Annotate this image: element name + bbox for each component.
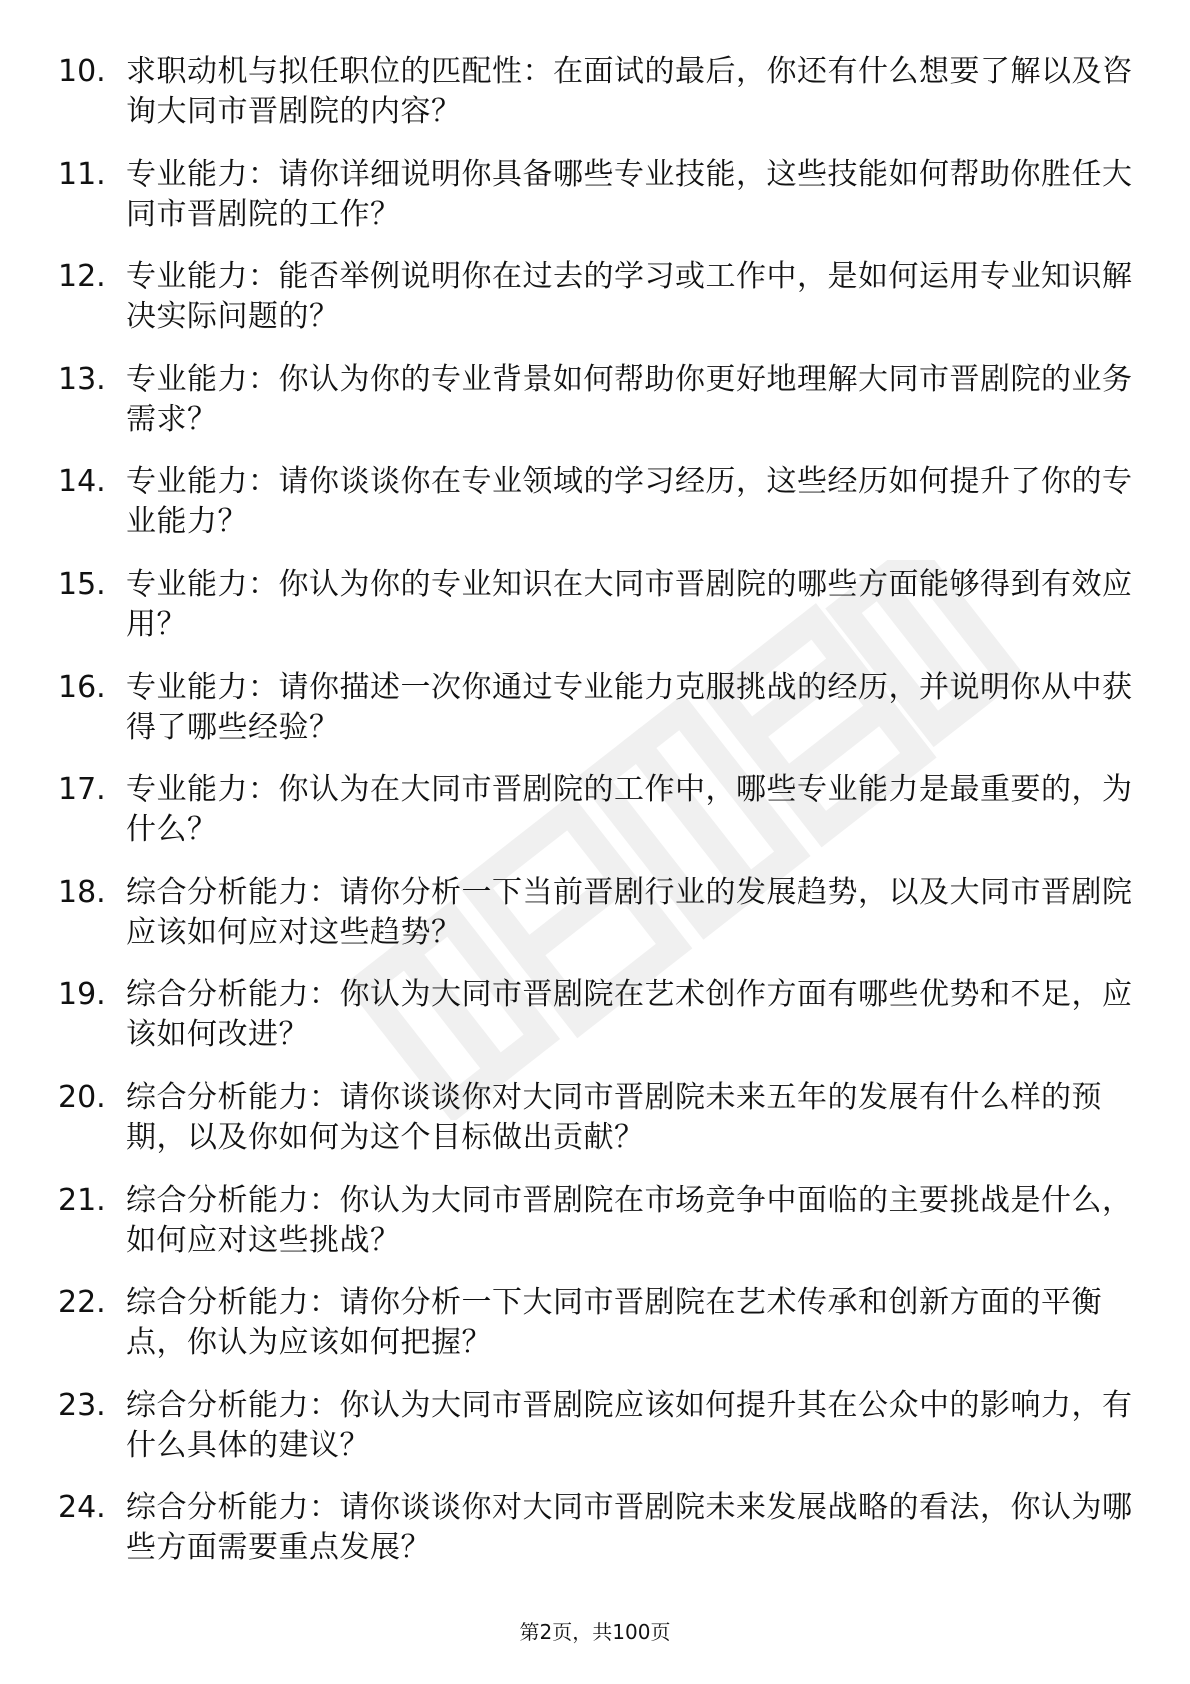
question-text: 综合分析能力：你认为大同市晋剧院在市场竞争中面临的主要挑战是什么，如何应对这些挑战？ — [126, 1182, 1133, 1258]
question-number: 12. — [58, 259, 106, 295]
question-text: 专业能力：请你详细说明你具备哪些专业技能，这些技能如何帮助你胜任大同市晋剧院的工作？ — [126, 156, 1133, 232]
question-item — [0, 565, 1190, 668]
question-text: 专业能力：能否举例说明你在过去的学习或工作中，是如何运用专业知识解决实际问题的？ — [126, 259, 1133, 335]
page-footer: 第2页，共100页 — [519, 1620, 671, 1644]
question-text: 专业能力：你认为你的专业背景如何帮助你更好地理解大同市晋剧院的业务需求？ — [126, 361, 1133, 437]
question-text: 专业能力：你认为你的专业知识在大同市晋剧院的哪些方面能够得到有效应用？ — [126, 566, 1133, 642]
question-number: 23. — [58, 1387, 106, 1423]
question-text: 综合分析能力：请你分析一下大同市晋剧院在艺术传承和创新方面的平衡点，你认为应该如何把握？ — [126, 1285, 1102, 1361]
question-number: 16. — [58, 669, 106, 705]
question-number: 17. — [58, 772, 106, 808]
question-item — [0, 1181, 1190, 1284]
question-item — [0, 52, 1190, 155]
question-list — [0, 52, 1190, 1591]
question-item — [0, 1283, 1190, 1386]
question-number: 19. — [58, 977, 106, 1013]
question-item — [0, 975, 1190, 1078]
question-item — [0, 1386, 1190, 1489]
question-item — [0, 257, 1190, 360]
question-text: 专业能力：请你描述一次你通过专业能力克服挑战的经历，并说明你从中获得了哪些经验？ — [126, 669, 1133, 745]
question-number: 22. — [58, 1285, 106, 1321]
question-number: 21. — [58, 1182, 106, 1218]
question-text: 综合分析能力：你认为大同市晋剧院在艺术创作方面有哪些优势和不足，应该如何改进？ — [126, 977, 1133, 1053]
question-number: 11. — [58, 156, 106, 192]
question-item — [0, 360, 1190, 463]
question-item — [0, 770, 1190, 873]
question-text: 综合分析能力：请你分析一下当前晋剧行业的发展趋势，以及大同市晋剧院应该如何应对这些趋势？ — [126, 874, 1133, 950]
question-item — [0, 155, 1190, 258]
question-text: 综合分析能力：请你谈谈你对大同市晋剧院未来五年的发展有什么样的预期，以及你如何为这个目标做出贡献？ — [126, 1079, 1102, 1155]
question-item — [0, 668, 1190, 771]
question-text: 求职动机与拟任职位的匹配性：在面试的最后，你还有什么想要了解以及咨询大同市晋剧院的内容？ — [126, 54, 1133, 129]
question-number: 14. — [58, 464, 106, 500]
question-number: 13. — [58, 361, 106, 397]
question-item — [0, 873, 1190, 976]
question-item — [0, 462, 1190, 565]
question-item — [0, 1488, 1190, 1591]
question-number: 15. — [58, 566, 106, 602]
question-number: 10. — [58, 54, 106, 89]
question-text: 综合分析能力：请你谈谈你对大同市晋剧院未来发展战略的看法，你认为哪些方面需要重点发展？ — [126, 1490, 1133, 1566]
question-text: 综合分析能力：你认为大同市晋剧院应该如何提升其在公众中的影响力，有什么具体的建议？ — [126, 1387, 1133, 1463]
question-number: 18. — [58, 874, 106, 910]
question-text: 专业能力：你认为在大同市晋剧院的工作中，哪些专业能力是最重要的，为什么？ — [126, 772, 1133, 848]
question-number: 24. — [58, 1490, 106, 1526]
question-item — [0, 1078, 1190, 1181]
question-text: 专业能力：请你谈谈你在专业领域的学习经历，这些经历如何提升了你的专业能力？ — [126, 464, 1133, 540]
question-number: 20. — [58, 1079, 106, 1115]
